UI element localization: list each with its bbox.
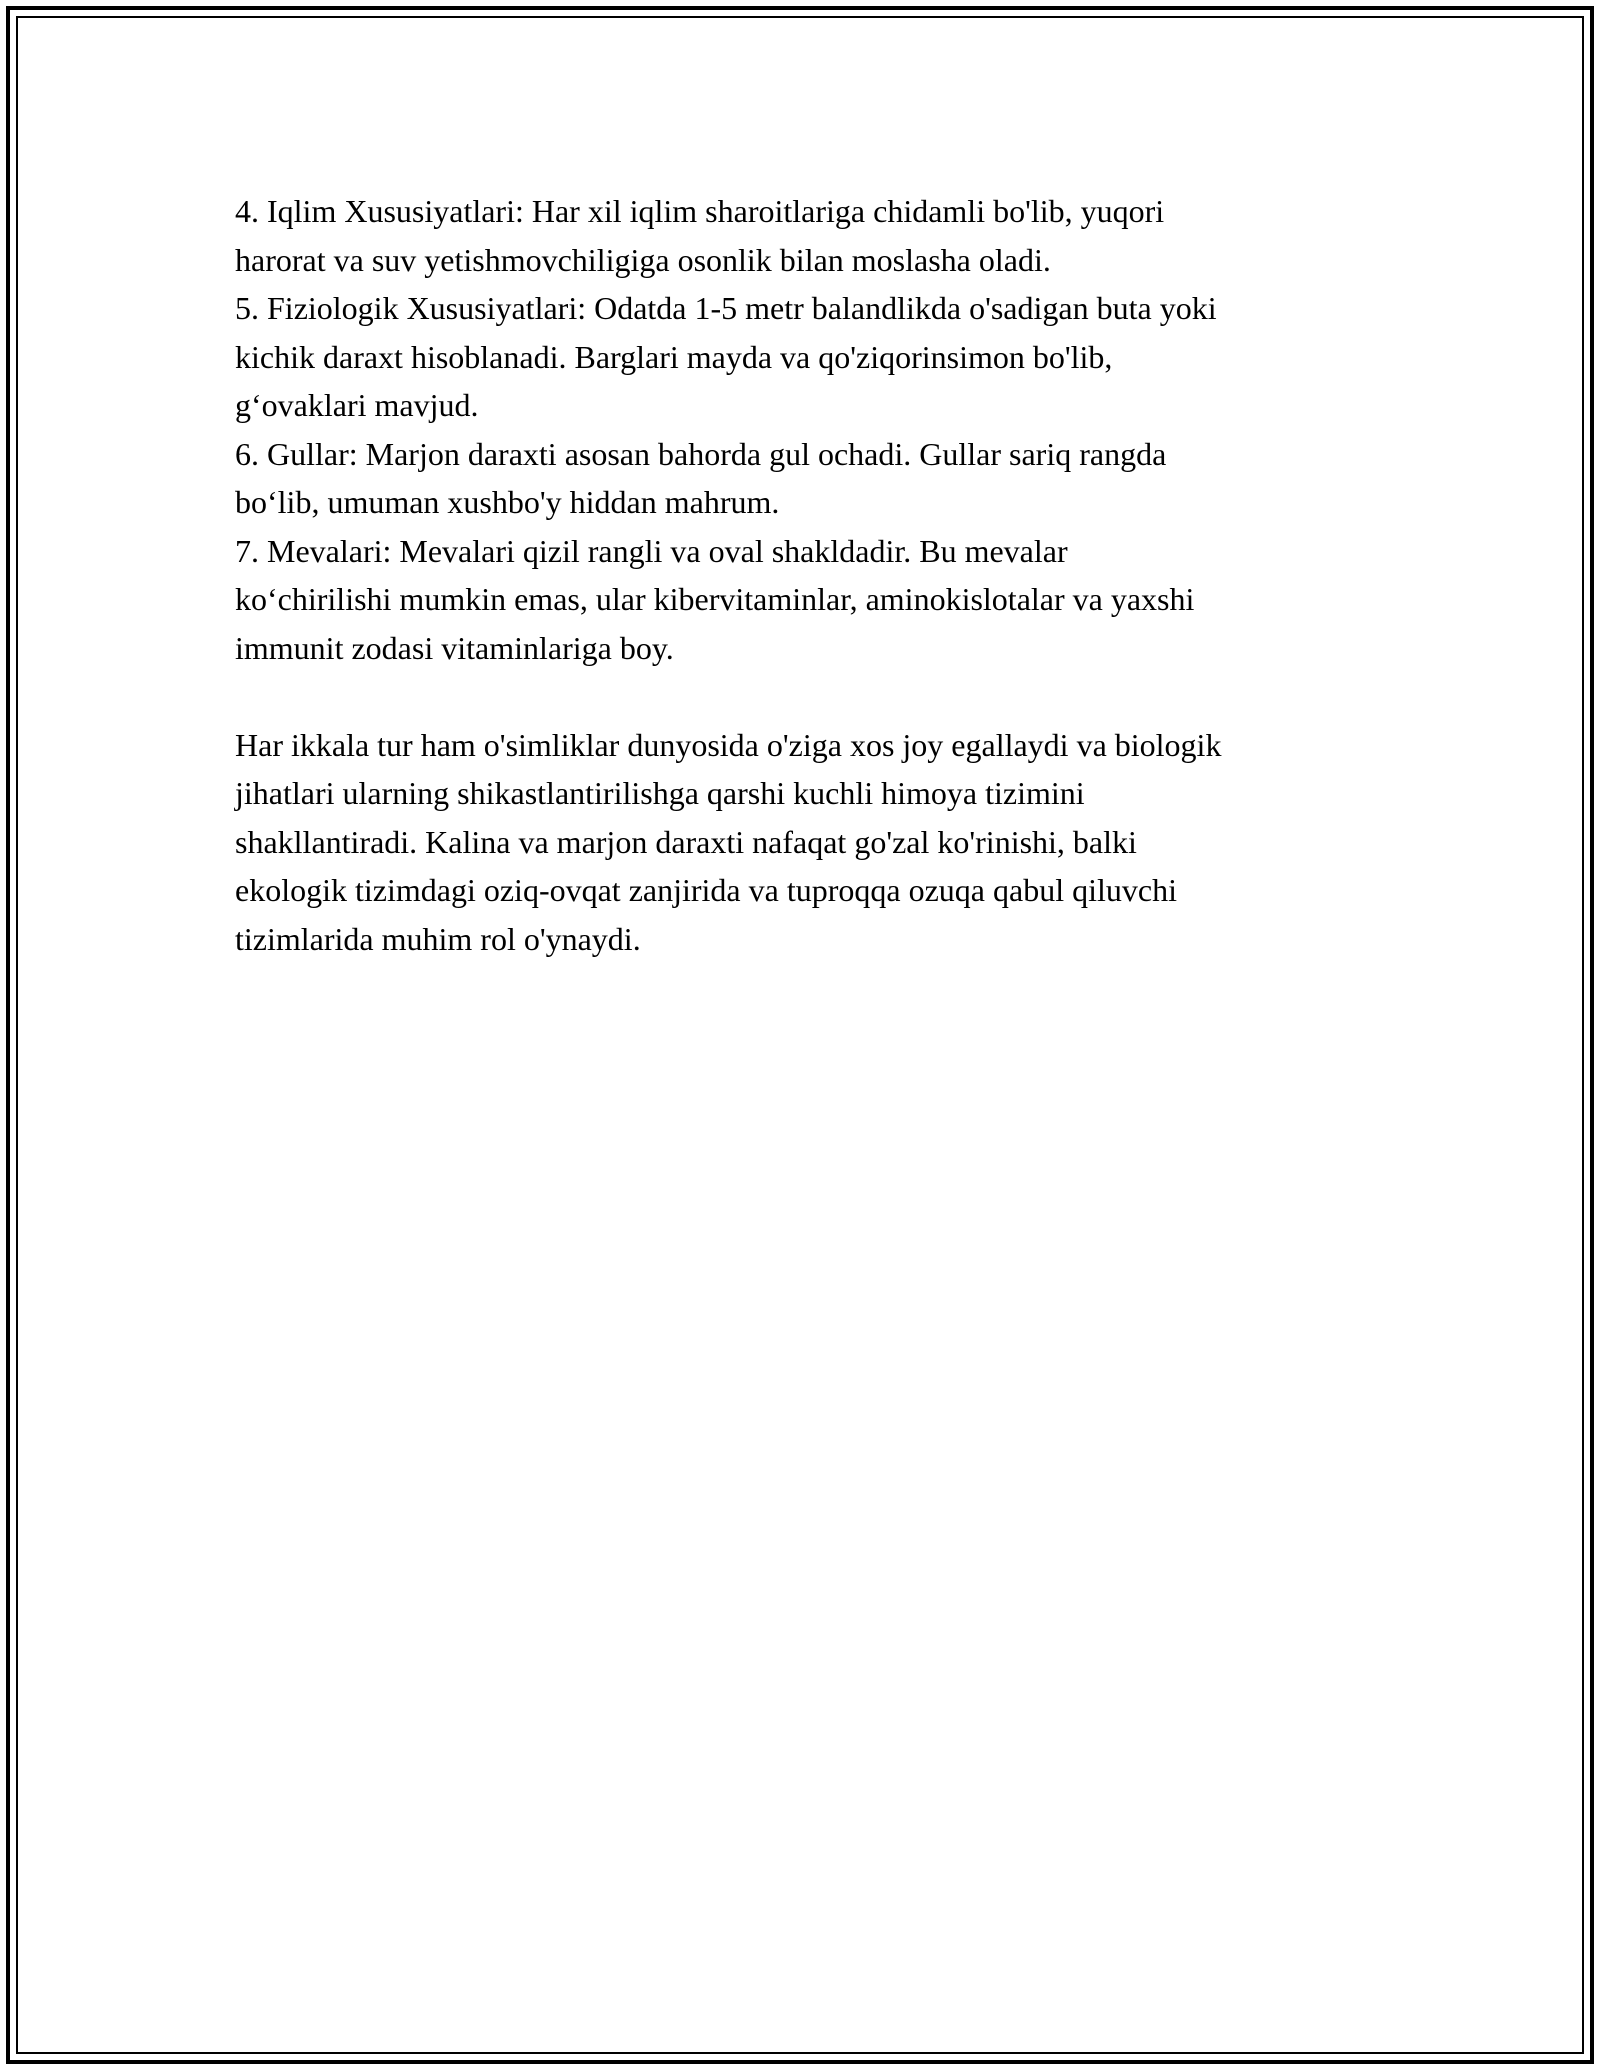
list-line: immunit zodasi vitaminlariga boy. bbox=[235, 629, 674, 666]
closing-paragraph bbox=[235, 721, 1400, 964]
list-line: g‘ovaklari mavjud. bbox=[235, 387, 479, 423]
paragraph-line: ekologik tizimdagi oziq-ovqat zanjirida va tuproqqa ozuqa qabul qiluvchi bbox=[235, 872, 1177, 908]
paragraph-line: shakllantiradi. Kalina va marjon daraxti nafaqat go'zal ko'rinishi, balki bbox=[235, 823, 1137, 860]
document-body bbox=[235, 187, 1400, 963]
paragraph-line: Har ikkala tur ham o'simliklar dunyosida o'ziga xos joy egallaydi va biologik bbox=[235, 726, 1222, 763]
list-line: harorat va suv yetishmovchiligiga osonlik bilan moslasha oladi. bbox=[235, 241, 1051, 278]
numbered-list bbox=[235, 187, 1400, 672]
list-line: ko‘chirilishi mumkin emas, ular kibervitaminlar, aminokislotalar va yaxshi bbox=[235, 581, 1195, 617]
list-line: 5. Fiziologik Xususiyatlari: Odatda 1-5 metr balandlikda o'sadigan buta yoki bbox=[235, 290, 1217, 326]
paragraph-line: tizimlarida muhim rol o'ynaydi. bbox=[235, 920, 641, 957]
list-line: 4. Iqlim Xususiyatlari: Har xil iqlim sharoitlariga chidamli bo'lib, yuqori bbox=[235, 193, 1165, 229]
list-line: 7. Mevalari: Mevalari qizil rangli va oval shakldadir. Bu mevalar bbox=[235, 532, 1068, 569]
list-line: 6. Gullar: Marjon daraxti asosan bahorda gul ochadi. Gullar sariq rangda bbox=[235, 435, 1167, 472]
paragraph-spacer bbox=[235, 672, 1400, 721]
list-line: kichik daraxt hisoblanadi. Barglari mayda va qo'ziqorinsimon bo'lib, bbox=[235, 338, 1113, 375]
list-line: bo‘lib, umuman xushbo'y hiddan mahrum. bbox=[235, 484, 780, 520]
paragraph-line: jihatlari ularning shikastlantirilishga qarshi kuchli himoya tizimini bbox=[235, 775, 1085, 811]
